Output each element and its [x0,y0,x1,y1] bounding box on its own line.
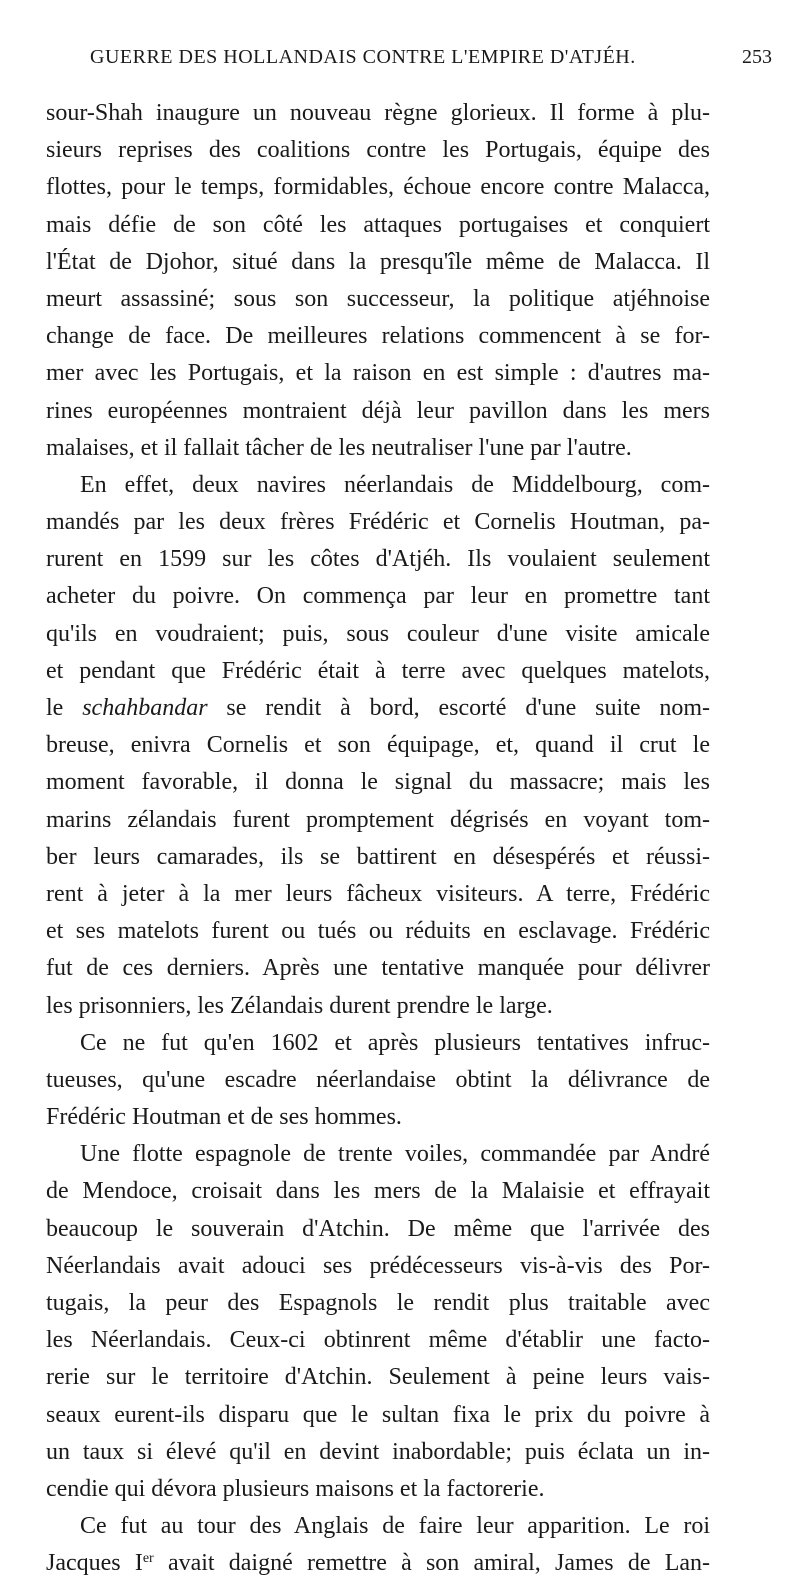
text-line: et ses matelots furent ou tués ou réduits en esclavage. Frédéric [46,918,710,945]
text-line: tueuses, qu'une escadre néerlandaise obtint la délivrance de [46,1066,710,1093]
italic-term: schahbandar [82,695,208,721]
text-line: les prisonniers, les Zélandais durent prendre le large. [46,992,553,1019]
text-line: tugais, la peur des Espagnols le rendit plus traitable avec [46,1290,710,1316]
text-line-with-italic [46,690,710,727]
text-line: sieurs reprises des coalitions contre les Portugais, équipe des [46,137,710,164]
text-line: flottes, pour le temps, formidables, échoue encore contre Malacca, [46,174,710,201]
text-fragment: se rendit à bord, escorté d'une suite nom- [226,695,711,721]
running-title: GUERRE DES HOLLANDAIS CONTRE L'EMPIRE D'ATJÉH. [90,46,636,68]
text-line: acheter du poivre. On commença par leur en promettre tant [46,583,710,610]
text-line: marins zélandais furent promptement dégrisés en voyant tom- [46,806,710,833]
text-line: Ce fut au tour des Anglais de faire leur apparition. Le roi [80,1513,710,1540]
text-line: rurent en 1599 sur les côtes d'Atjéh. Ils voulaient seulement [46,546,710,573]
text-line: meurt assassiné; sous son successeur, la politique atjéhnoise [46,285,710,312]
text-line: Néerlandais avait adouci ses prédécesseurs vis-à-vis des Por- [46,1252,710,1279]
text-line: beaucoup le souverain d'Atchin. De même que l'arrivée des [46,1215,710,1242]
text-line: rent à jeter à la mer leurs fâcheux visiteurs. A terre, Frédéric [46,880,710,907]
text-line: fut de ces derniers. Après une tentative manquée pour délivrer [46,955,710,982]
text-line: En effet, deux navires néerlandais de Middelbourg, com- [80,471,710,498]
text-line: Ce ne fut qu'en 1602 et après plusieurs tentatives infruc- [80,1029,710,1056]
text-line: cendie qui dévora plusieurs maisons et la factorerie. [46,1475,545,1502]
text-line: breuse, enivra Cornelis et son équipage, et, quand il crut le [46,732,710,759]
text-line: seaux eurent-ils disparu que le sultan fixa le prix du poivre à [46,1401,710,1428]
text-line: les Néerlandais. Ceux-ci obtinrent même d'établir une facto- [46,1327,710,1354]
text-line: l'État de Djohor, situé dans la presqu'île même de Malacca. Il [46,248,710,275]
text-line: sour-Shah inaugure un nouveau règne glorieux. Il forme à plu- [46,100,710,126]
text-line: Une flotte espagnole de trente voiles, commandée par André [80,1141,710,1168]
text-line: Frédéric Houtman et de ses hommes. [46,1104,402,1131]
page-header [0,40,800,80]
text-line: ber leurs camarades, ils se battirent en désespérés et réussi- [46,843,710,870]
text-line: qu'ils en voudraient; puis, sous couleur d'une visite amicale [46,620,710,647]
text-line: un taux si élevé qu'il en devint inabordable; puis éclata un in- [46,1438,710,1465]
text-line: mais défie de son côté les attaques portugaises et conquiert [46,211,710,238]
body-text [46,95,710,1583]
text-line: de Mendoce, croisait dans les mers de la Malaisie et effrayait [46,1178,710,1205]
text-line: change de face. De meilleures relations commencent à se for- [46,323,710,350]
superscript: er [142,1551,154,1567]
text-fragment: Jacques I [46,1550,143,1577]
text-line: rerie sur le territoire d'Atchin. Seulement à peine leurs vais- [46,1364,710,1391]
text-line: malaises, et il fallait tâcher de les neutraliser l'une par l'autre. [46,434,632,461]
text-fragment: le [46,695,64,721]
text-line: rines européennes montraient déjà leur pavillon dans les mers [46,397,710,424]
text-line: et pendant que Frédéric était à terre avec quelques matelots, [46,657,710,684]
text-line: mandés par les deux frères Frédéric et Cornelis Houtman, pa- [46,509,710,536]
text-fragment: avait daigné remettre à son amiral, James de Lan- [167,1550,710,1577]
text-line: mer avec les Portugais, et la raison en est simple : d'autres ma- [46,360,710,387]
text-line-with-superscript [46,1545,710,1582]
text-line: moment favorable, il donna le signal du massacre; mais les [46,769,710,796]
page-number: 253 [742,46,772,68]
